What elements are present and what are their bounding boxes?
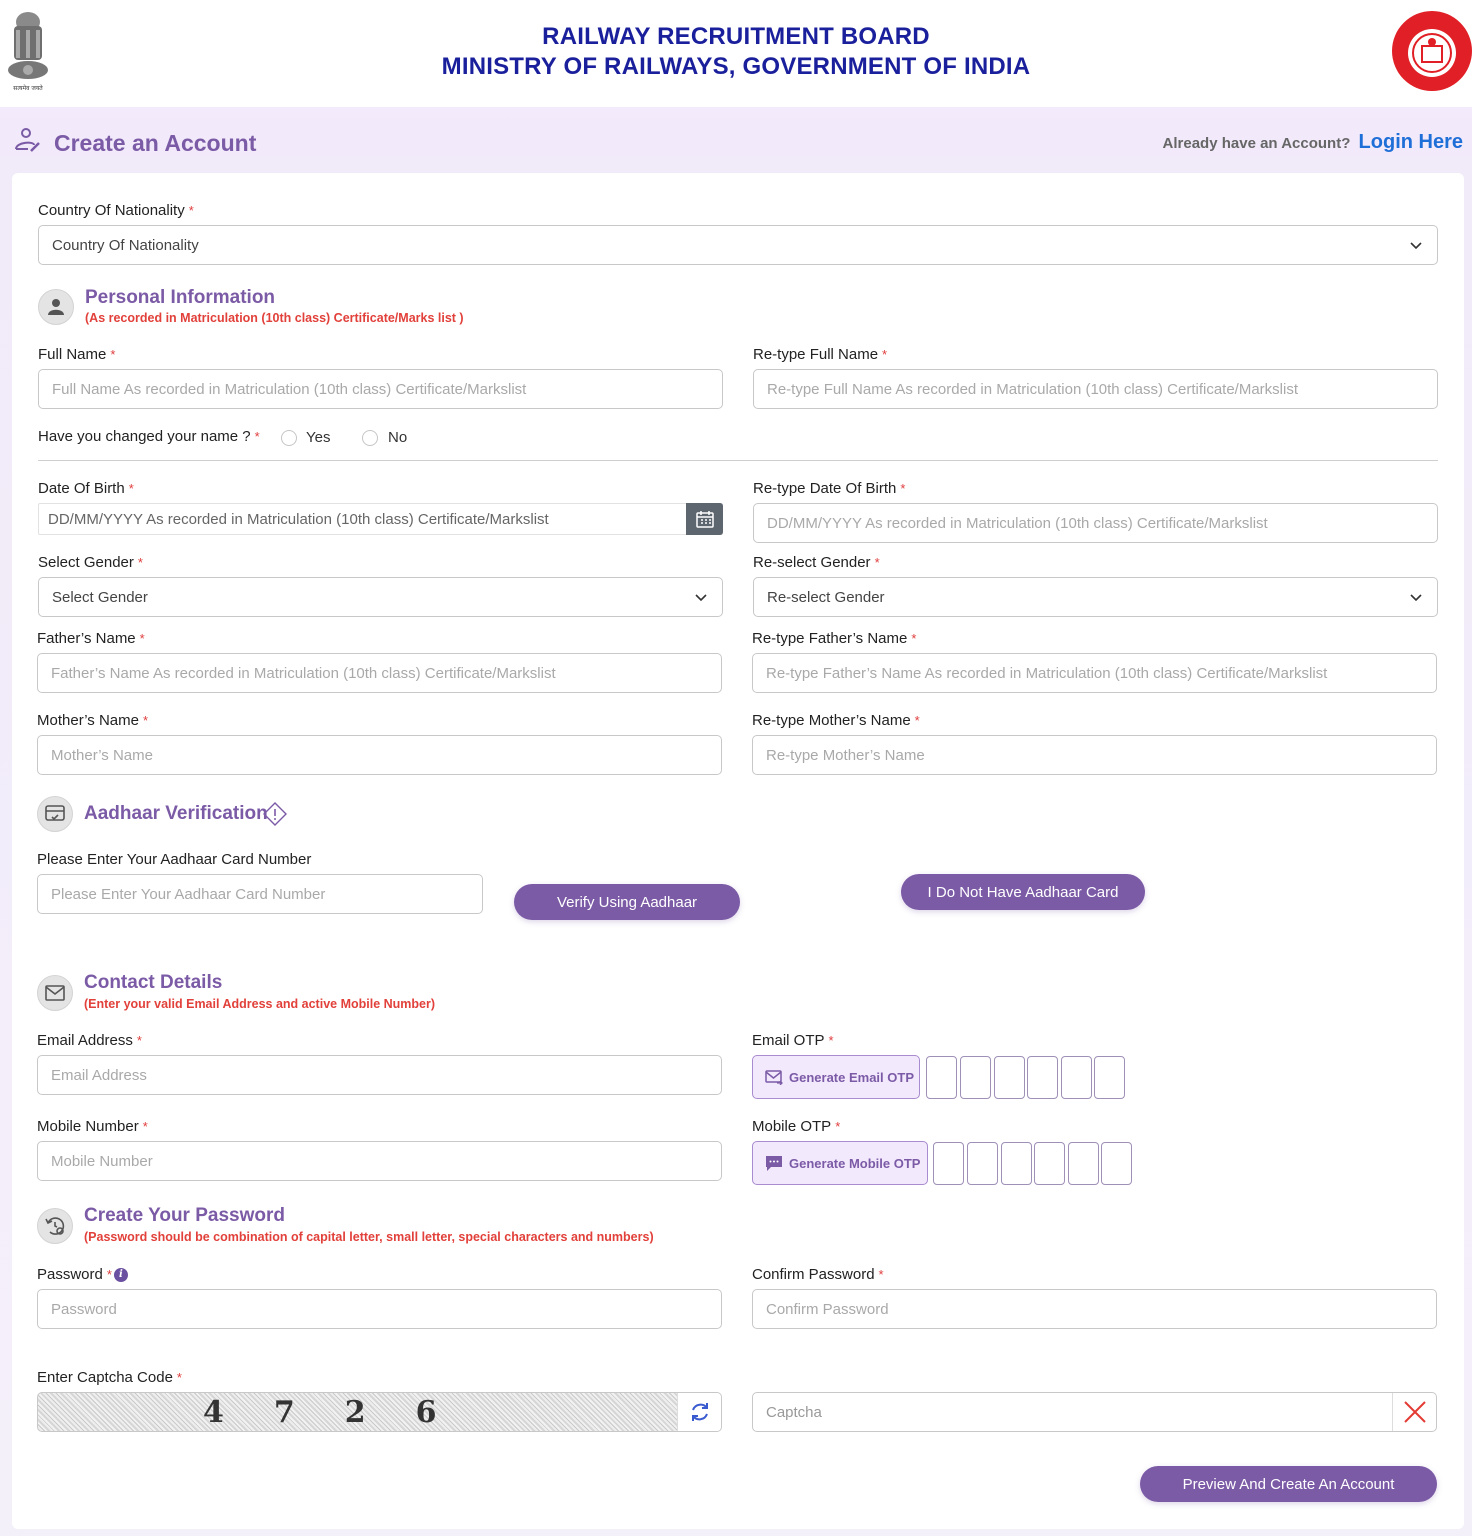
mobile-otp-label: Mobile OTP * xyxy=(752,1118,841,1135)
regender-select[interactable]: Re-select Gender xyxy=(753,577,1438,617)
name-changed-yes-radio[interactable] xyxy=(281,430,297,446)
aadhaar-label: Please Enter Your Aadhaar Card Number xyxy=(37,851,312,868)
email-input[interactable]: Email Address xyxy=(37,1055,722,1095)
confirm-password-label: Confirm Password * xyxy=(752,1266,884,1283)
close-icon xyxy=(1403,1400,1427,1424)
dob-input[interactable]: DD/MM/YYYY As recorded in Matriculation (10th class) Certificate/Markslist xyxy=(38,503,723,535)
info-diamond-icon[interactable] xyxy=(262,801,288,832)
dob-label: Date Of Birth * xyxy=(38,480,134,497)
header-title-line1: RAILWAY RECRUITMENT BOARD xyxy=(542,23,930,50)
section-divider xyxy=(38,460,1438,461)
user-edit-icon xyxy=(14,127,42,159)
email-otp-digit-3[interactable] xyxy=(994,1056,1025,1099)
retype-dob-label: Re-type Date Of Birth * xyxy=(753,480,906,497)
mail-send-icon xyxy=(765,1069,783,1085)
name-changed-no-label: No xyxy=(388,429,408,446)
gender-label: Select Gender * xyxy=(38,554,143,571)
name-changed-yes-label: Yes xyxy=(306,429,331,446)
personal-info-title: Personal Information xyxy=(85,287,276,308)
confirm-password-input[interactable]: Confirm Password xyxy=(752,1289,1437,1329)
email-otp-digit-5[interactable] xyxy=(1061,1056,1092,1099)
nationality-select[interactable]: Country Of Nationality xyxy=(38,225,1438,265)
login-prompt: Already have an Account? Login Here xyxy=(1162,131,1463,153)
login-here-link[interactable]: Login Here xyxy=(1358,131,1463,153)
retype-mother-name-label: Re-type Mother’s Name * xyxy=(752,712,920,729)
verify-aadhaar-button[interactable]: Verify Using Aadhaar xyxy=(514,884,740,920)
page-title: Create an Account xyxy=(14,127,256,159)
password-subtitle: (Password should be combination of capital letter, small letter, special characters and numbers) xyxy=(84,1230,654,1244)
father-name-label: Father’s Name * xyxy=(37,630,145,647)
page-body xyxy=(0,107,1472,1536)
password-reset-icon xyxy=(37,1208,73,1244)
mobile-otp-digit-3[interactable] xyxy=(1001,1142,1032,1185)
email-otp-digit-4[interactable] xyxy=(1027,1056,1058,1099)
mobile-otp-digit-5[interactable] xyxy=(1068,1142,1099,1185)
email-otp-digit-1[interactable] xyxy=(926,1056,957,1099)
indian-railways-logo xyxy=(1390,8,1472,94)
nationality-label: Country Of Nationality * xyxy=(38,202,194,219)
mother-name-input[interactable]: Mother’s Name xyxy=(37,735,722,775)
chevron-down-icon xyxy=(1409,238,1423,252)
captcha-image xyxy=(37,1392,722,1432)
info-icon[interactable]: i xyxy=(114,1268,128,1282)
regender-label: Re-select Gender * xyxy=(753,554,880,571)
mobile-label: Mobile Number * xyxy=(37,1118,148,1135)
password-input[interactable]: Password xyxy=(37,1289,722,1329)
aadhaar-input[interactable]: Please Enter Your Aadhaar Card Number xyxy=(37,874,483,914)
no-aadhaar-button[interactable]: I Do Not Have Aadhaar Card xyxy=(901,874,1145,910)
gender-select[interactable]: Select Gender xyxy=(38,577,723,617)
mobile-otp-digit-1[interactable] xyxy=(933,1142,964,1185)
father-name-input[interactable]: Father’s Name As recorded in Matriculation (10th class) Certificate/Markslist xyxy=(37,653,722,693)
header-title-line2: MINISTRY OF RAILWAYS, GOVERNMENT OF INDIA xyxy=(441,53,1031,80)
mother-name-label: Mother’s Name * xyxy=(37,712,149,729)
contact-title: Contact Details xyxy=(84,972,223,993)
retype-full-name-label: Re-type Full Name * xyxy=(753,346,888,363)
mobile-input[interactable]: Mobile Number xyxy=(37,1141,722,1181)
person-icon xyxy=(38,289,74,325)
retype-mother-name-input[interactable]: Re-type Mother’s Name xyxy=(752,735,1437,775)
email-otp-digit-6[interactable] xyxy=(1094,1056,1125,1099)
retype-full-name-input[interactable]: Re-type Full Name As recorded in Matriculation (10th class) Certificate/Markslist xyxy=(753,369,1438,409)
clear-captcha-button[interactable] xyxy=(1392,1393,1436,1431)
svg-text:सत्यमेव जयते: सत्यमेव जयते xyxy=(13,85,43,92)
mail-icon xyxy=(37,975,73,1011)
message-icon xyxy=(765,1155,783,1172)
chevron-down-icon xyxy=(694,590,708,604)
mobile-otp-digit-4[interactable] xyxy=(1034,1142,1065,1185)
preview-create-account-button[interactable]: Preview And Create An Account xyxy=(1140,1466,1437,1502)
page-heading-bar xyxy=(0,107,1472,175)
refresh-captcha-button[interactable] xyxy=(677,1393,721,1431)
mobile-otp-digit-6[interactable] xyxy=(1101,1142,1132,1185)
full-name-label: Full Name * xyxy=(38,346,116,363)
captcha-digits: 4 7 2 6 xyxy=(203,1395,439,1430)
password-title: Create Your Password xyxy=(84,1205,285,1226)
card-check-icon xyxy=(37,796,73,832)
calendar-button[interactable] xyxy=(686,503,723,535)
full-name-input[interactable]: Full Name As recorded in Matriculation (10th class) Certificate/Markslist xyxy=(38,369,723,409)
retype-father-name-input[interactable]: Re-type Father’s Name As recorded in Matriculation (10th class) Certificate/Markslist xyxy=(752,653,1437,693)
mobile-otp-digit-2[interactable] xyxy=(967,1142,998,1185)
generate-email-otp-button[interactable]: Generate Email OTP xyxy=(752,1055,920,1099)
email-otp-label: Email OTP * xyxy=(752,1032,834,1049)
chevron-down-icon xyxy=(1409,590,1423,604)
refresh-icon xyxy=(688,1400,712,1424)
retype-father-name-label: Re-type Father’s Name * xyxy=(752,630,917,647)
header-titles xyxy=(0,22,1472,82)
captcha-label: Enter Captcha Code * xyxy=(37,1369,182,1386)
calendar-icon xyxy=(696,510,714,528)
personal-info-subtitle: (As recorded in Matriculation (10th class) Certificate/Marks list ) xyxy=(85,311,464,325)
contact-subtitle: (Enter your valid Email Address and active Mobile Number) xyxy=(84,997,436,1011)
email-otp-digit-2[interactable] xyxy=(960,1056,991,1099)
password-label: Password * i xyxy=(37,1266,128,1283)
name-changed-label: Have you changed your name ? * xyxy=(38,428,260,445)
captcha-input[interactable]: Captcha xyxy=(752,1392,1437,1432)
email-label: Email Address * xyxy=(37,1032,142,1049)
name-changed-no-radio[interactable] xyxy=(362,430,378,446)
retype-dob-input[interactable]: DD/MM/YYYY As recorded in Matriculation (10th class) Certificate/Markslist xyxy=(753,503,1438,543)
site-header xyxy=(0,0,1472,107)
generate-mobile-otp-button[interactable]: Generate Mobile OTP xyxy=(752,1141,928,1185)
registration-form-card xyxy=(12,173,1464,1529)
aadhaar-title: Aadhaar Verification xyxy=(84,803,268,824)
